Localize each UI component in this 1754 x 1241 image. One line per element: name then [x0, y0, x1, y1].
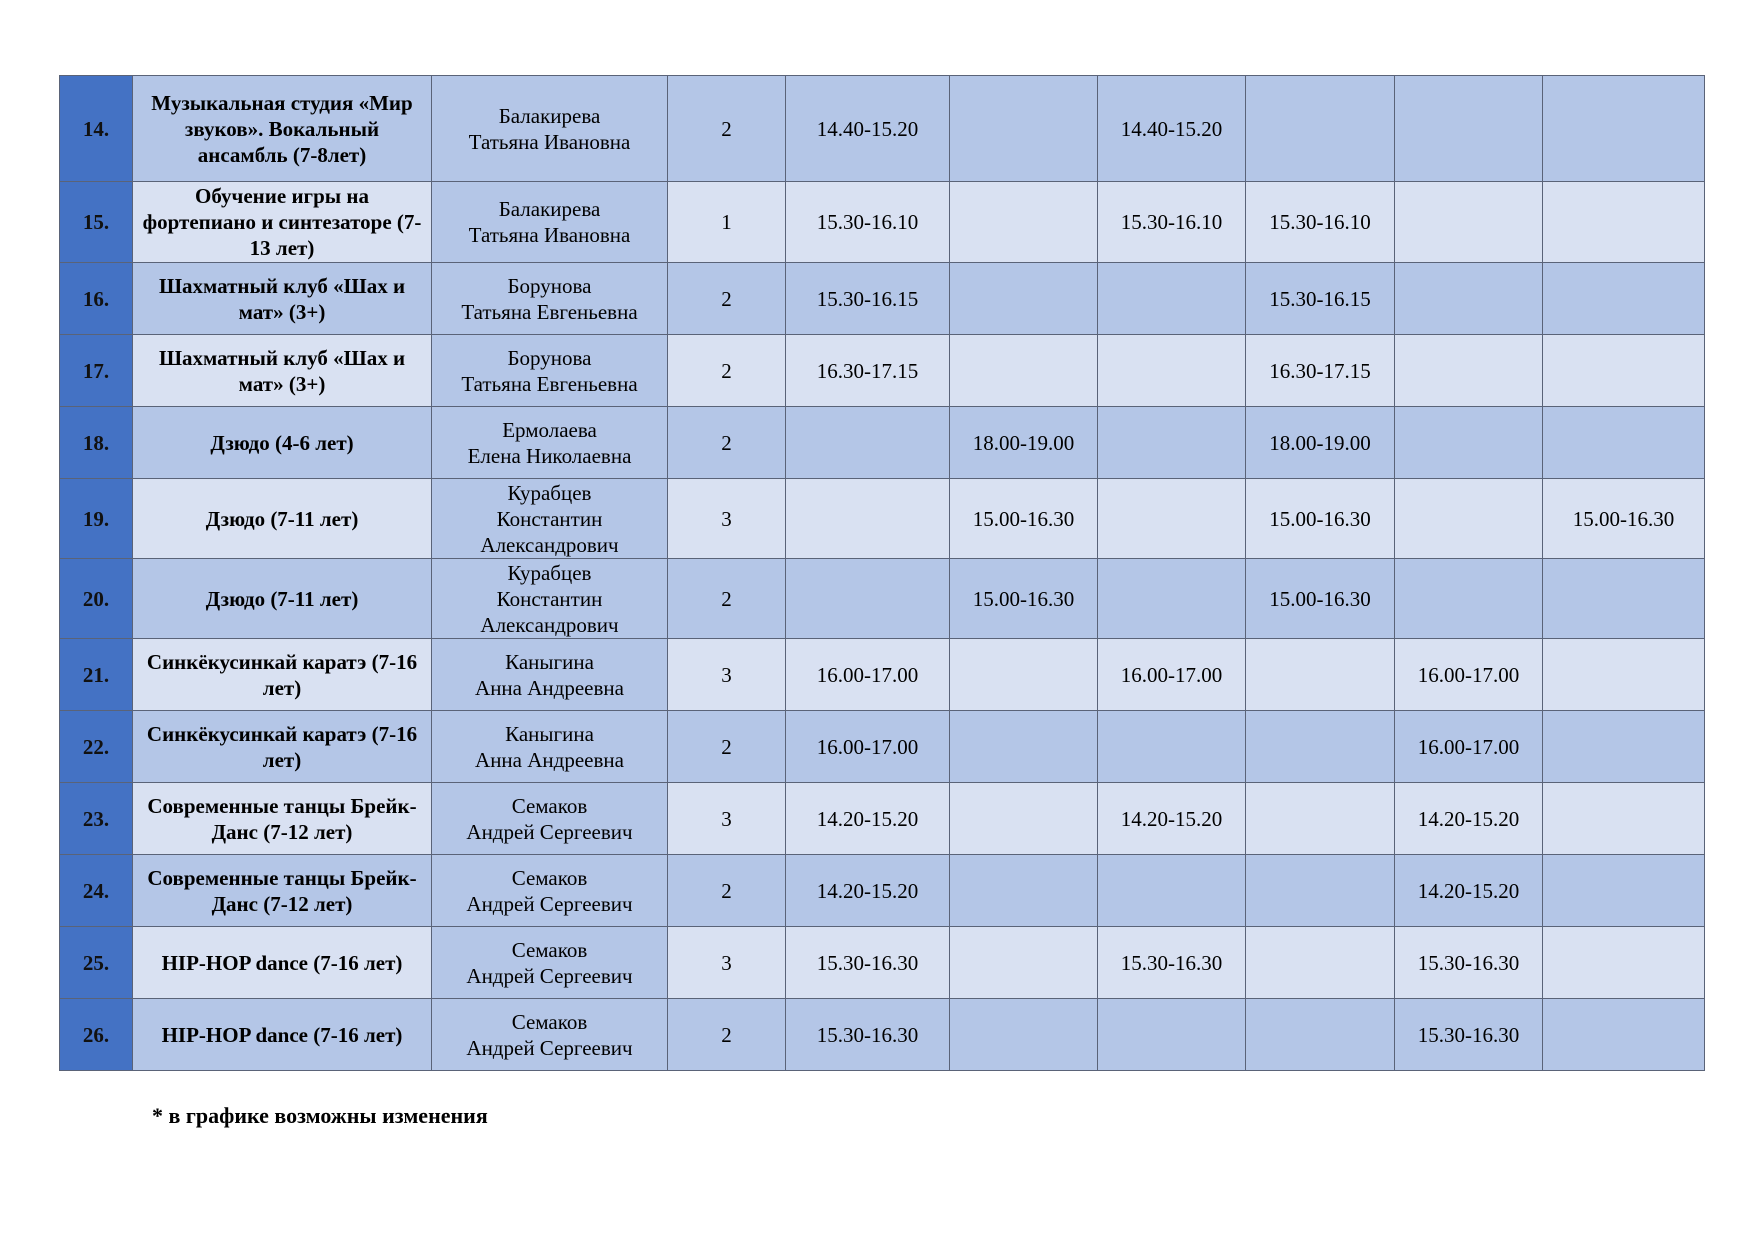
- day-3-time: [1098, 711, 1246, 783]
- day-5-time: 15.30-16.30: [1395, 927, 1543, 999]
- group-count: 3: [668, 927, 786, 999]
- day-4-time: 15.00-16.30: [1246, 479, 1395, 559]
- day-3-time: 15.30-16.10: [1098, 182, 1246, 263]
- day-3-time: [1098, 855, 1246, 927]
- group-count: 2: [668, 559, 786, 639]
- table-row: [60, 999, 1705, 1071]
- teacher-name: Семаков Андрей Сергеевич: [432, 783, 668, 855]
- day-3-time: [1098, 263, 1246, 335]
- row-number: 16.: [60, 263, 133, 335]
- activity-name: Современные танцы Брейк-Данс (7-12 лет): [133, 783, 432, 855]
- day-2-time: [950, 182, 1098, 263]
- day-2-time: 15.00-16.30: [950, 479, 1098, 559]
- day-1-time: [786, 407, 950, 479]
- row-number: 19.: [60, 479, 133, 559]
- day-5-time: 15.30-16.30: [1395, 999, 1543, 1071]
- row-number: 20.: [60, 559, 133, 639]
- day-2-time: 18.00-19.00: [950, 407, 1098, 479]
- teacher-name: Борунова Татьяна Евгеньевна: [432, 263, 668, 335]
- row-number: 14.: [60, 76, 133, 182]
- day-3-time: 16.00-17.00: [1098, 639, 1246, 711]
- day-1-time: 16.00-17.00: [786, 711, 950, 783]
- table-row: [60, 479, 1705, 559]
- day-2-time: [950, 855, 1098, 927]
- day-1-time: 15.30-16.30: [786, 927, 950, 999]
- day-2-time: [950, 783, 1098, 855]
- day-1-time: 15.30-16.30: [786, 999, 950, 1071]
- day-6-time: [1543, 559, 1705, 639]
- row-number: 18.: [60, 407, 133, 479]
- teacher-name: Семаков Андрей Сергеевич: [432, 855, 668, 927]
- activity-name: Дзюдо (7-11 лет): [133, 479, 432, 559]
- day-1-time: [786, 559, 950, 639]
- teacher-name: Курабцев Константин Александрович: [432, 479, 668, 559]
- table-row: [60, 711, 1705, 783]
- day-4-time: 16.30-17.15: [1246, 335, 1395, 407]
- day-5-time: 16.00-17.00: [1395, 639, 1543, 711]
- day-5-time: [1395, 559, 1543, 639]
- activity-name: Синкёкусинкай каратэ (7-16 лет): [133, 711, 432, 783]
- group-count: 2: [668, 263, 786, 335]
- table-row: [60, 783, 1705, 855]
- day-6-time: [1543, 407, 1705, 479]
- day-4-time: [1246, 855, 1395, 927]
- day-4-time: [1246, 999, 1395, 1071]
- row-number: 22.: [60, 711, 133, 783]
- day-2-time: [950, 927, 1098, 999]
- activity-name: Дзюдо (4-6 лет): [133, 407, 432, 479]
- day-5-time: 16.00-17.00: [1395, 711, 1543, 783]
- day-2-time: [950, 999, 1098, 1071]
- group-count: 1: [668, 182, 786, 263]
- day-3-time: [1098, 559, 1246, 639]
- teacher-name: Курабцев Константин Александрович: [432, 559, 668, 639]
- day-3-time: [1098, 999, 1246, 1071]
- day-6-time: [1543, 999, 1705, 1071]
- day-2-time: [950, 711, 1098, 783]
- day-2-time: [950, 76, 1098, 182]
- table-row: [60, 335, 1705, 407]
- group-count: 2: [668, 855, 786, 927]
- teacher-name: Семаков Андрей Сергеевич: [432, 999, 668, 1071]
- day-2-time: [950, 639, 1098, 711]
- activity-name: Шахматный клуб «Шах и мат» (3+): [133, 335, 432, 407]
- day-1-time: 16.30-17.15: [786, 335, 950, 407]
- day-5-time: [1395, 182, 1543, 263]
- day-6-time: [1543, 783, 1705, 855]
- day-3-time: 14.40-15.20: [1098, 76, 1246, 182]
- teacher-name: Каныгина Анна Андреевна: [432, 711, 668, 783]
- group-count: 2: [668, 999, 786, 1071]
- day-1-time: 14.20-15.20: [786, 783, 950, 855]
- table-row: [60, 76, 1705, 182]
- day-6-time: [1543, 263, 1705, 335]
- day-5-time: [1395, 263, 1543, 335]
- day-1-time: 14.40-15.20: [786, 76, 950, 182]
- day-5-time: [1395, 407, 1543, 479]
- table-row: [60, 639, 1705, 711]
- day-4-time: [1246, 711, 1395, 783]
- day-6-time: [1543, 927, 1705, 999]
- row-number: 23.: [60, 783, 133, 855]
- day-2-time: [950, 263, 1098, 335]
- group-count: 3: [668, 479, 786, 559]
- teacher-name: Балакирева Татьяна Ивановна: [432, 76, 668, 182]
- day-1-time: 14.20-15.20: [786, 855, 950, 927]
- activity-name: Синкёкусинкай каратэ (7-16 лет): [133, 639, 432, 711]
- day-3-time: 15.30-16.30: [1098, 927, 1246, 999]
- row-number: 25.: [60, 927, 133, 999]
- day-6-time: [1543, 335, 1705, 407]
- activity-name: HIP-HOP dance (7-16 лет): [133, 999, 432, 1071]
- day-6-time: 15.00-16.30: [1543, 479, 1705, 559]
- group-count: 3: [668, 639, 786, 711]
- day-6-time: [1543, 711, 1705, 783]
- day-6-time: [1543, 76, 1705, 182]
- table-row: [60, 855, 1705, 927]
- day-4-time: [1246, 783, 1395, 855]
- row-number: 17.: [60, 335, 133, 407]
- day-4-time: 15.00-16.30: [1246, 559, 1395, 639]
- day-4-time: [1246, 76, 1395, 182]
- day-3-time: [1098, 407, 1246, 479]
- group-count: 3: [668, 783, 786, 855]
- day-6-time: [1543, 855, 1705, 927]
- day-3-time: [1098, 335, 1246, 407]
- table-row: [60, 927, 1705, 999]
- footnote: * в графике возможны изменения: [152, 1103, 488, 1128]
- day-5-time: 14.20-15.20: [1395, 855, 1543, 927]
- table-row: [60, 263, 1705, 335]
- day-2-time: [950, 335, 1098, 407]
- table-row: [60, 182, 1705, 263]
- activity-name: HIP-HOP dance (7-16 лет): [133, 927, 432, 999]
- teacher-name: Каныгина Анна Андреевна: [432, 639, 668, 711]
- group-count: 2: [668, 76, 786, 182]
- day-4-time: 15.30-16.10: [1246, 182, 1395, 263]
- group-count: 2: [668, 335, 786, 407]
- day-3-time: [1098, 479, 1246, 559]
- table-row: [60, 407, 1705, 479]
- row-number: 24.: [60, 855, 133, 927]
- row-number: 21.: [60, 639, 133, 711]
- day-6-time: [1543, 639, 1705, 711]
- teacher-name: Ермолаева Елена Николаевна: [432, 407, 668, 479]
- group-count: 2: [668, 711, 786, 783]
- day-3-time: 14.20-15.20: [1098, 783, 1246, 855]
- day-1-time: [786, 479, 950, 559]
- schedule-table: [59, 75, 1705, 1071]
- activity-name: Музыкальная студия «Мир звуков». Вокальный ансамбль (7-8лет): [133, 76, 432, 182]
- day-1-time: 16.00-17.00: [786, 639, 950, 711]
- day-1-time: 15.30-16.10: [786, 182, 950, 263]
- row-number: 15.: [60, 182, 133, 263]
- day-4-time: 15.30-16.15: [1246, 263, 1395, 335]
- group-count: 2: [668, 407, 786, 479]
- activity-name: Шахматный клуб «Шах и мат» (3+): [133, 263, 432, 335]
- activity-name: Обучение игры на фортепиано и синтезаторе (7-13 лет): [133, 182, 432, 263]
- day-5-time: [1395, 76, 1543, 182]
- day-4-time: 18.00-19.00: [1246, 407, 1395, 479]
- day-6-time: [1543, 182, 1705, 263]
- day-4-time: [1246, 639, 1395, 711]
- day-5-time: [1395, 335, 1543, 407]
- teacher-name: Балакирева Татьяна Ивановна: [432, 182, 668, 263]
- day-1-time: 15.30-16.15: [786, 263, 950, 335]
- table-row: [60, 559, 1705, 639]
- row-number: 26.: [60, 999, 133, 1071]
- day-5-time: [1395, 479, 1543, 559]
- teacher-name: Семаков Андрей Сергеевич: [432, 927, 668, 999]
- day-4-time: [1246, 927, 1395, 999]
- day-5-time: 14.20-15.20: [1395, 783, 1543, 855]
- activity-name: Дзюдо (7-11 лет): [133, 559, 432, 639]
- activity-name: Современные танцы Брейк-Данс (7-12 лет): [133, 855, 432, 927]
- day-2-time: 15.00-16.30: [950, 559, 1098, 639]
- teacher-name: Борунова Татьяна Евгеньевна: [432, 335, 668, 407]
